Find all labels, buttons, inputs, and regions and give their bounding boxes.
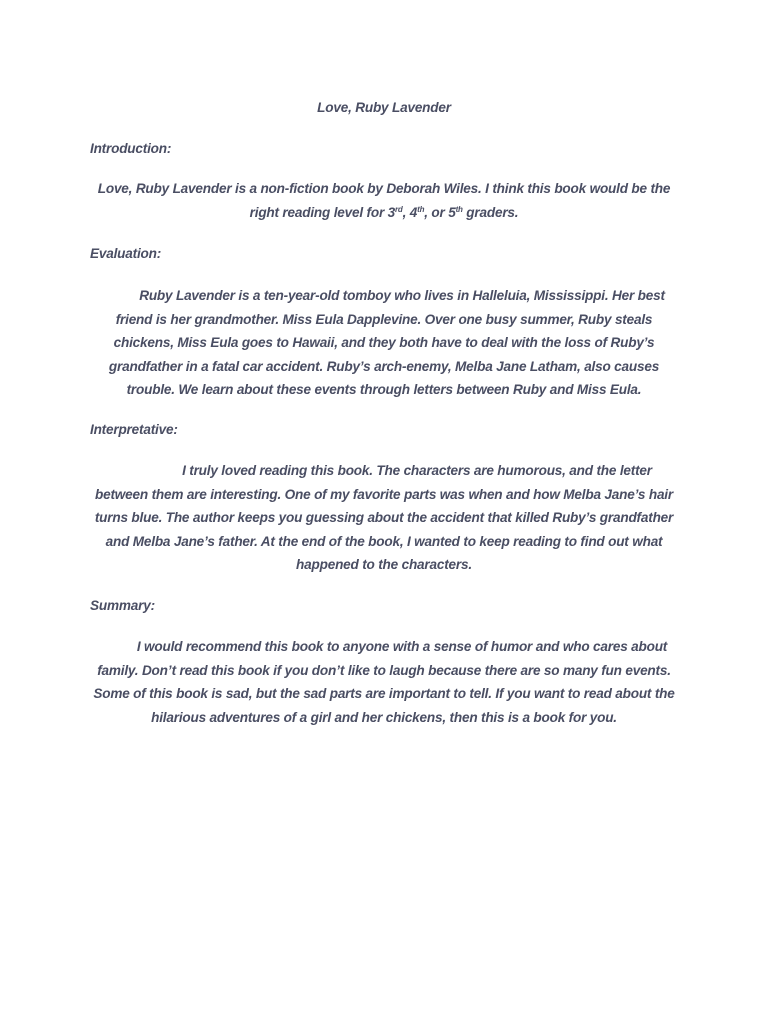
summary-paragraph <box>90 635 678 729</box>
evaluation-paragraph <box>90 284 678 402</box>
summary-heading-colon: : <box>150 598 155 613</box>
interpretative-paragraph <box>90 459 678 577</box>
document-title: Love, Ruby Lavender <box>317 100 451 115</box>
introduction-sup-3: th <box>455 204 463 214</box>
summary-heading-label: Summary <box>90 598 151 613</box>
introduction-sup-1: rd <box>394 204 403 214</box>
interpretative-heading: Interpretative: <box>90 422 178 437</box>
introduction-text-c: , or 5 <box>424 204 456 220</box>
evaluation-text: Ruby Lavender is a ten-year-old tomboy who lives in Halleluia, Mississippi. Her best friend is her grandmother. Miss Eula Dapplevine. Over one busy summer, Ruby steals chickens, Miss Eula goes to Hawaii, and they both have to deal with the loss of Ruby’s grandfather in a fatal car accident. Ruby’s arch-enemy, Melba Jane Latham, also causes trouble. We learn about these events through letters between Ruby and Miss Eula. <box>108 288 665 397</box>
introduction-text-b: , 4 <box>402 204 418 220</box>
introduction-text-a: Love, Ruby Lavender is a non-fiction book by Deborah Wiles. I think this book would be the right reading level for 3 <box>97 181 671 220</box>
introduction-sup-2: th <box>417 204 425 214</box>
introduction-heading-label: Introduction <box>90 141 167 156</box>
interpretative-text: I truly loved reading this book. The characters are humorous, and the letter between them are interesting. One of my favorite parts was when and how Melba Jane’s hair turns blue. The author keeps you guessing about the accident that killed Ruby’s grandfather and Melba Jane’s father. At the end of the book, I wanted to keep reading to find out what happened to the characters. <box>94 463 674 572</box>
introduction-text-d: graders. <box>462 204 519 220</box>
introduction-heading <box>90 137 171 161</box>
introduction-heading-colon: : <box>166 141 172 156</box>
summary-heading <box>90 594 155 618</box>
summary-text: I would recommend this book to anyone with a sense of humor and who cares about family. Don’t read this book if you don’t like to laugh because there are so many fun events. Some of this book is sad, but the sad parts are important to tell. If you want to read about the hilarious adventures of a girl and her chickens, then this is a book for you. <box>93 639 675 725</box>
introduction-paragraph <box>90 177 678 224</box>
evaluation-heading: Evaluation: <box>90 246 162 261</box>
